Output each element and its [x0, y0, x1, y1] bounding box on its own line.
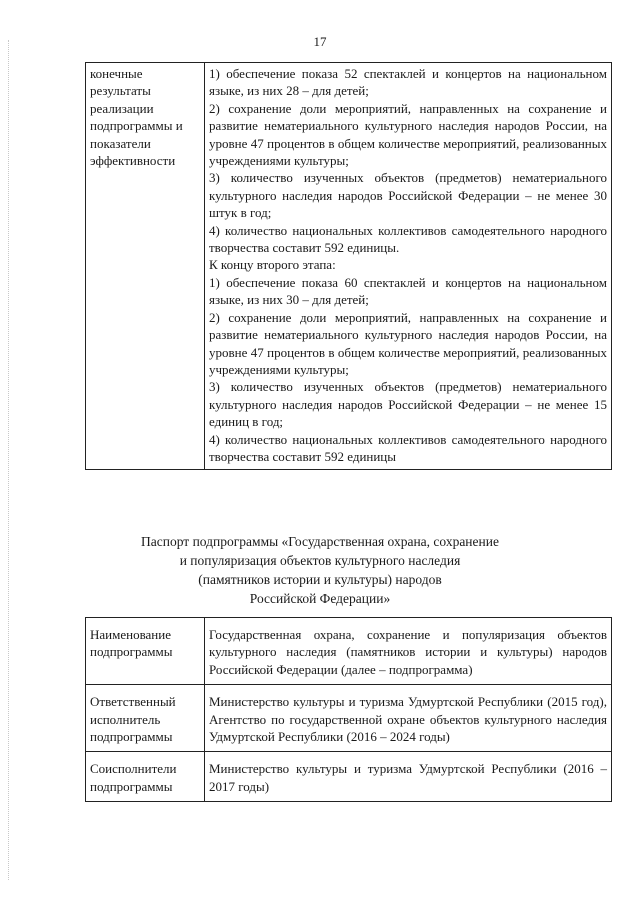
list-item: 4) количество национальных коллективов самодеятельного народного творчества составит 592 единицы.: [209, 222, 607, 256]
scan-edge-line: [8, 40, 10, 880]
list-item: 4) количество национальных коллективов самодеятельного народного творчества составит 592 единицы: [209, 431, 607, 464]
stage-heading: К концу второго этапа:: [209, 257, 336, 273]
table-row: [86, 63, 612, 470]
row-value: Министерство культуры и туризма Удмуртской Республики (2016 – 2017 годы): [205, 752, 612, 802]
row-label: Ответственный исполнитель подпрограммы: [86, 685, 205, 752]
passport-title-line: (памятников истории и культуры) народов: [198, 572, 442, 587]
passport-title-line: и популяризация объектов культурного наследия: [179, 553, 461, 568]
results-content-cell: [205, 63, 612, 470]
passport-title-line: Паспорт подпрограммы «Государственная охрана, сохранение: [141, 534, 499, 549]
table-row: [86, 752, 612, 802]
results-label-cell: конечные результаты реализации подпрограммы и показатели эффективности: [86, 63, 205, 470]
table-row: [86, 618, 612, 685]
list-item: 1) обеспечение показа 52 спектаклей и концертов на национальном языке, из них 28 – для детей;: [209, 66, 607, 99]
list-item: 2) сохранение доли мероприятий, направленных на сохранение и развитие нематериального культурного наследия народов России, на уровне 47 процентов в общем количестве мероприятий, реализованных учреждениями культуры;: [209, 100, 607, 169]
passport-title: [100, 532, 540, 608]
table-row: [86, 685, 612, 752]
results-table: [85, 62, 612, 470]
row-label: Наименование подпрограммы: [86, 618, 205, 685]
row-value: Государственная охрана, сохранение и популяризация объектов культурного наследия (памятников истории и культуры) народов Российской Федерации (далее – подпрограмма): [205, 618, 612, 685]
passport-title-line: Российской Федерации»: [249, 591, 391, 606]
row-label: Соисполнители подпрограммы: [86, 752, 205, 802]
row-value: Министерство культуры и туризма Удмуртской Республики (2015 год), Агентство по государственной охране объектов культурного наследия Удмуртской Республики (2016 – 2024 годы): [205, 685, 612, 752]
list-item: 3) количество изученных объектов (предметов) нематериального культурного наследия народов Российской Федерации – не менее 15 единиц в год;: [209, 379, 607, 430]
list-item: 2) сохранение доли мероприятий, направленных на сохранение и развитие нематериального культурного наследия народов России, на уровне 47 процентов в общем количестве мероприятий, реализованных учреждениями культуры;: [209, 309, 607, 377]
page-number: 17: [313, 34, 327, 49]
list-item: 1) обеспечение показа 60 спектаклей и концертов на национальном языке, из них 30 – для детей;: [209, 274, 607, 308]
list-item: 3) количество изученных объектов (предметов) нематериального культурного наследия народов Российской Федерации – не менее 30 штук в год;: [209, 170, 607, 221]
passport-table: [85, 617, 612, 802]
